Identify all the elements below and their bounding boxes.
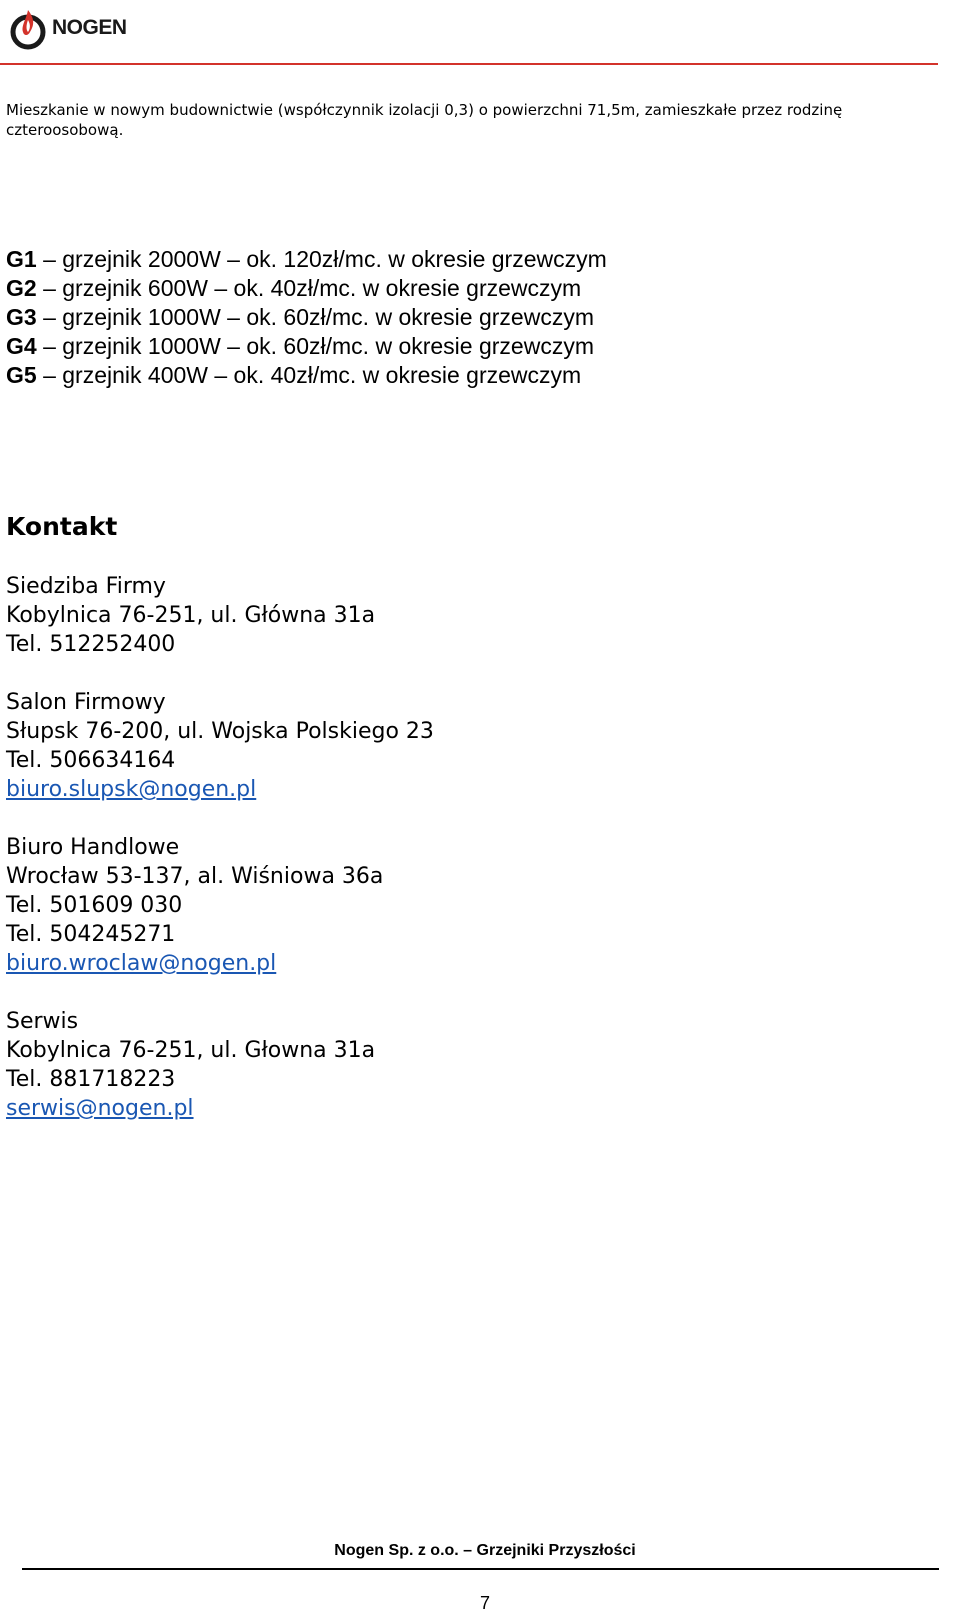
office-address-biuro: Wrocław 53-137, al. Wiśniowa 36a (6, 864, 384, 889)
heater-code: G3 (6, 304, 37, 330)
office-address-salon: Słupsk 76-200, ul. Wojska Polskiego 23 (6, 719, 434, 744)
heater-item (6, 361, 607, 390)
office-name-biuro: Biuro Handlowe (6, 835, 180, 860)
heater-code: G2 (6, 275, 37, 301)
heater-code: G4 (6, 333, 37, 359)
heater-item (6, 274, 607, 303)
page-number: 7 (479, 1593, 490, 1613)
office-phone-siedziba: Tel. 512252400 (6, 632, 176, 657)
heater-description: – grzejnik 1000W – ok. 60zł/mc. w okresie grzewczym (36, 304, 594, 330)
header-divider (0, 63, 938, 65)
contact-heading: Kontakt (6, 512, 118, 541)
logo-wordmark: NOGEN (52, 16, 127, 39)
email-link-serwis[interactable]: serwis@nogen.pl (6, 1096, 194, 1121)
heater-item (6, 245, 607, 274)
heater-code: G1 (6, 246, 37, 272)
heater-list (6, 245, 607, 390)
office-name-serwis: Serwis (6, 1009, 79, 1034)
footer-company-tagline: Nogen Sp. z o.o. – Grzejniki Przyszłości (334, 1542, 636, 1559)
office-phone-biuro-2: Tel. 504245271 (6, 922, 176, 947)
heater-description: – grzejnik 600W – ok. 40zł/mc. w okresie grzewczym (36, 275, 582, 301)
nogen-flame-logo-icon (8, 6, 48, 50)
nogen-logo (8, 4, 158, 52)
office-name-siedziba: Siedziba Firmy (6, 574, 166, 599)
heater-item (6, 303, 607, 332)
office-phone-serwis: Tel. 881718223 (6, 1067, 176, 1092)
heater-item (6, 332, 607, 361)
contact-section (6, 510, 434, 1123)
heater-description: – grzejnik 400W – ok. 40zł/mc. w okresie grzewczym (36, 362, 582, 388)
office-phone-salon: Tel. 506634164 (6, 748, 176, 773)
heater-description: – grzejnik 1000W – ok. 60zł/mc. w okresie grzewczym (36, 333, 594, 359)
heater-code: G5 (6, 362, 37, 388)
heater-description: – grzejnik 2000W – ok. 120zł/mc. w okresie grzewczym (36, 246, 607, 272)
intro-paragraph: Mieszkanie w nowym budownictwie (współczynnik izolacji 0,3) o powierzchni 71,5m, zamieszkałe przez rodzinę czteroosobową. (6, 101, 843, 139)
email-link-salon[interactable]: biuro.slupsk@nogen.pl (6, 777, 257, 802)
office-address-serwis: Kobylnica 76-251, ul. Głowna 31a (6, 1038, 376, 1063)
footer-divider (22, 1568, 939, 1570)
office-address-siedziba: Kobylnica 76-251, ul. Główna 31a (6, 603, 376, 628)
office-phone-biuro-1: Tel. 501609 030 (6, 893, 183, 918)
page-header (0, 0, 960, 70)
office-name-salon: Salon Firmowy (6, 690, 166, 715)
email-link-biuro[interactable]: biuro.wroclaw@nogen.pl (6, 951, 277, 976)
